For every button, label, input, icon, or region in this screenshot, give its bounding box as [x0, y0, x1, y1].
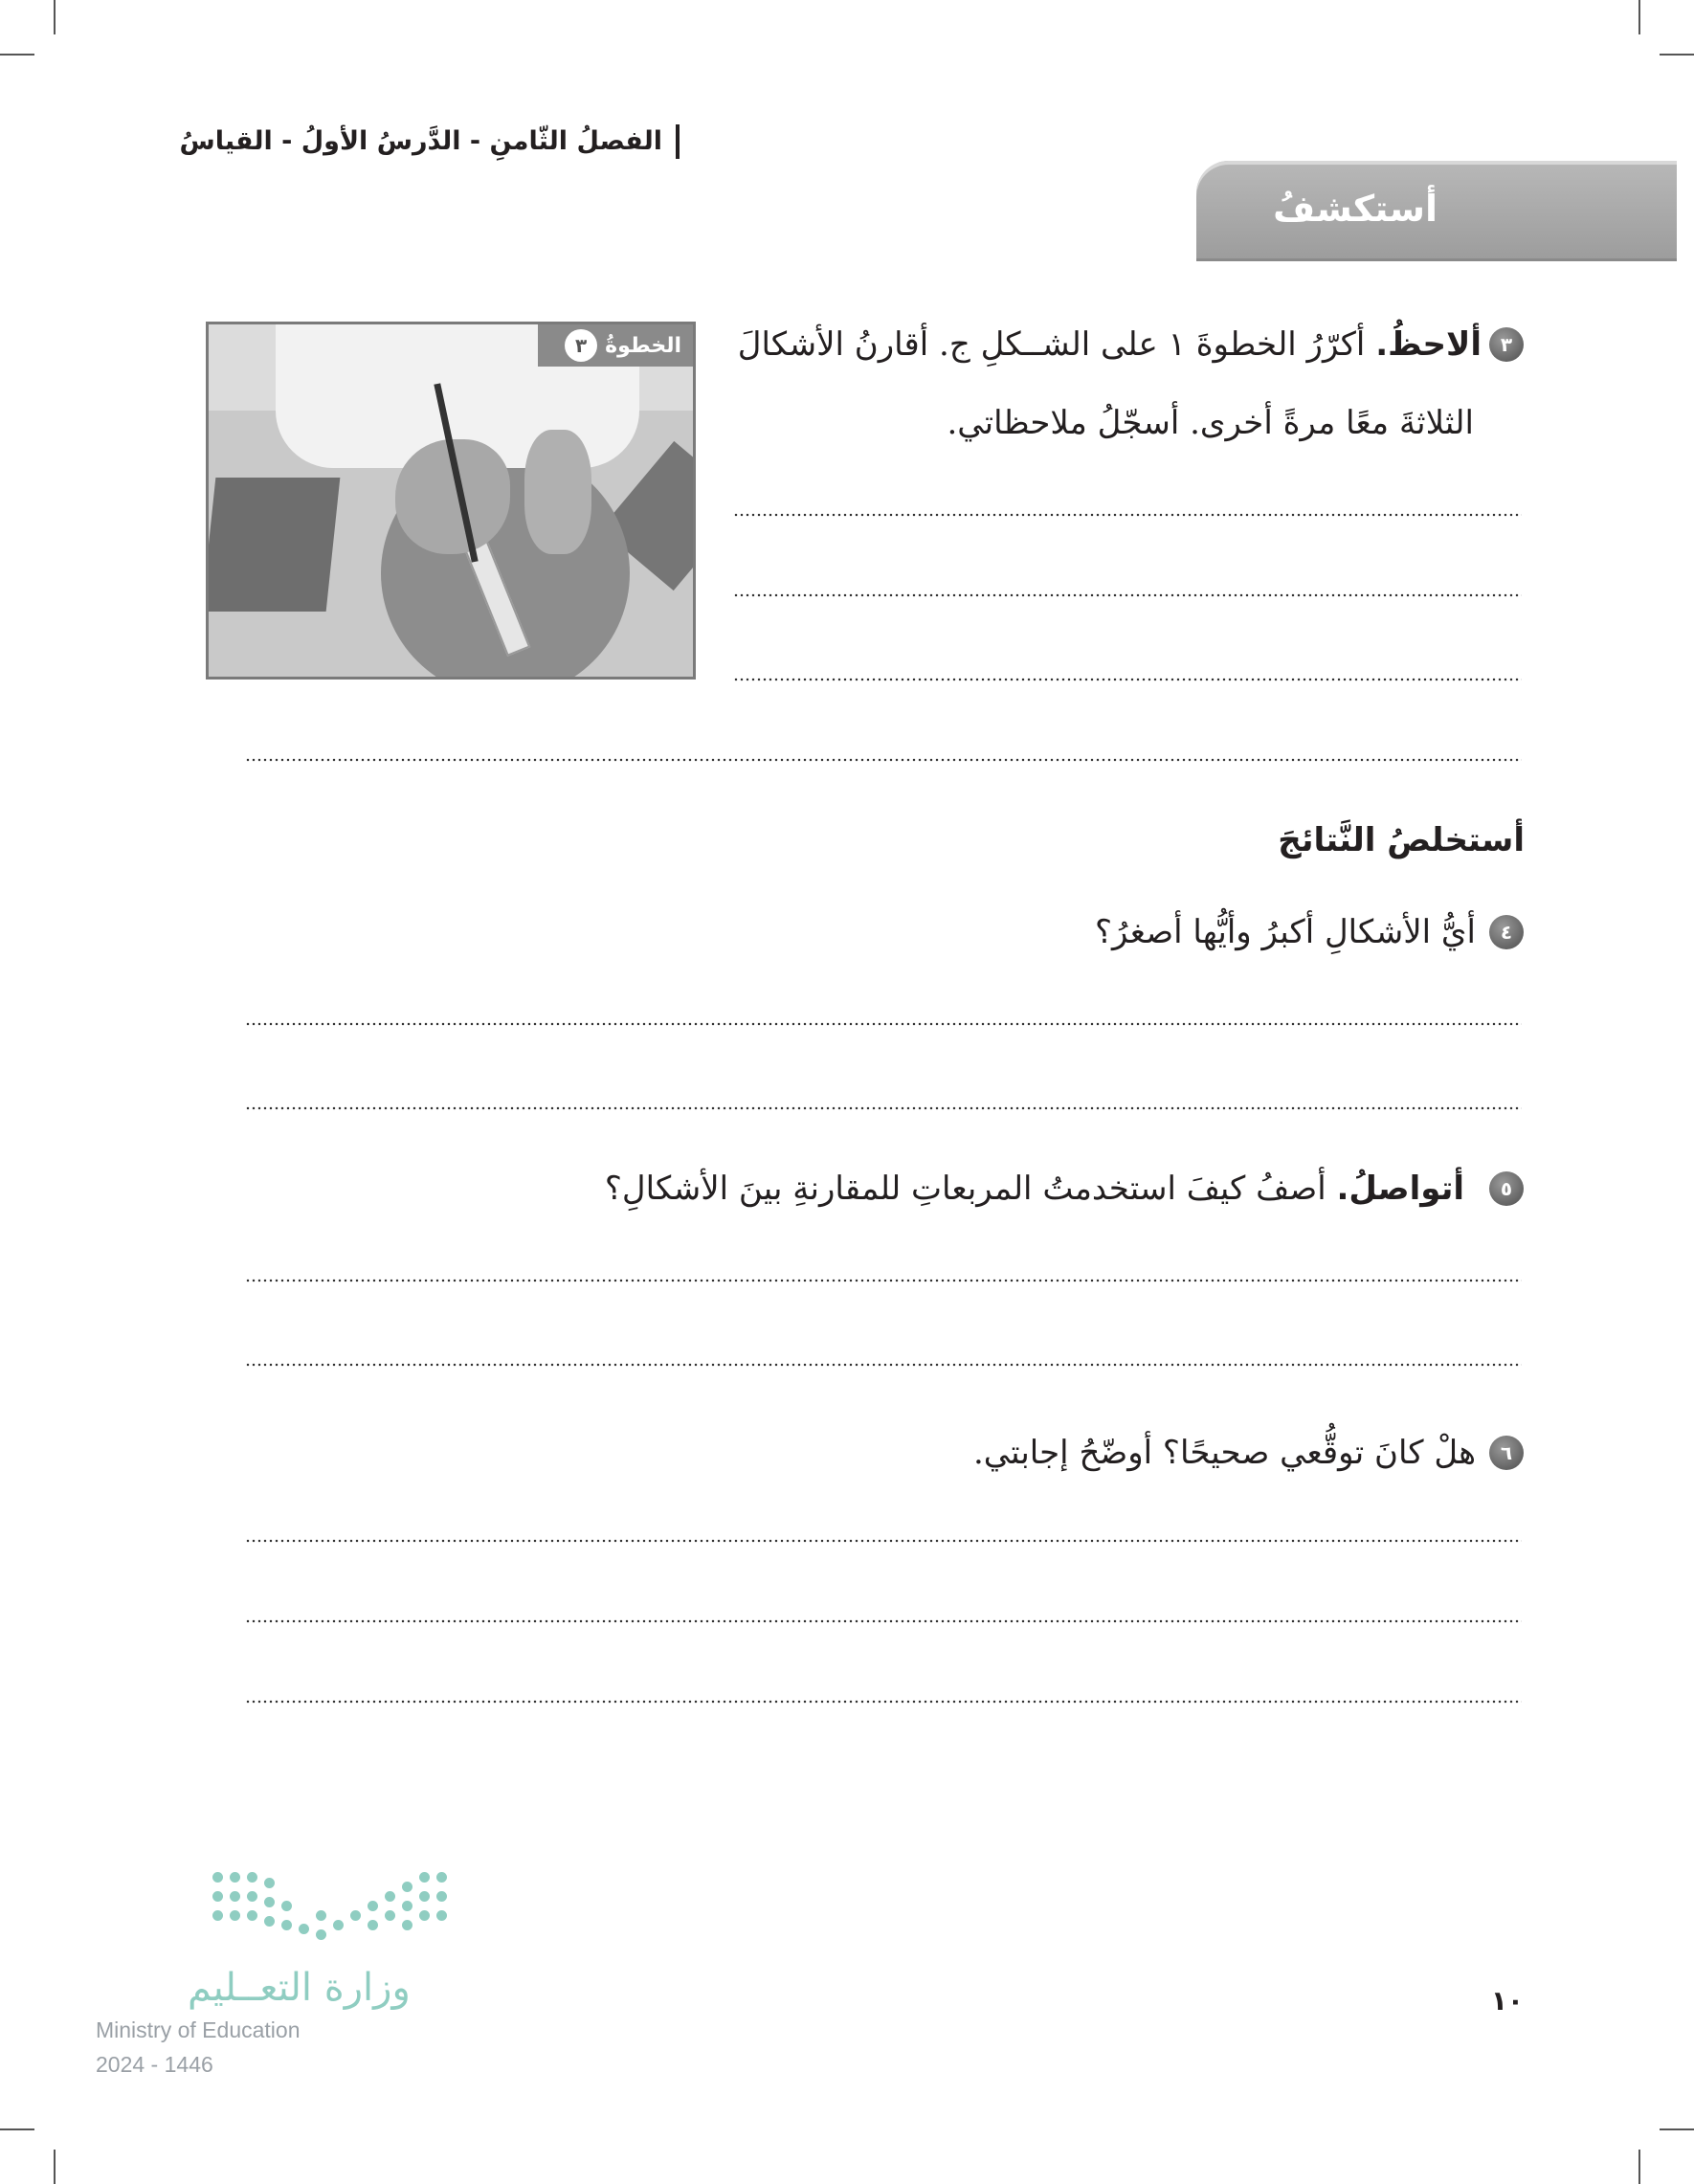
- crop-mark: [1660, 2128, 1694, 2130]
- photo-hand: [524, 430, 591, 554]
- answer-line[interactable]: [245, 1700, 1522, 1704]
- ministry-name-arabic: وزارة التعــليم: [188, 1966, 411, 2010]
- answer-line[interactable]: [245, 1106, 1522, 1110]
- question-number-3: ٣: [1489, 327, 1524, 362]
- question-6-text: هلْ كانَ توقُّعي صحيحًا؟ أوضّحُ إجابتي.: [972, 1434, 1476, 1472]
- question-5-line: [605, 1158, 1464, 1219]
- step-badge-number: ٣: [565, 329, 597, 362]
- page-number: ١٠: [1490, 1985, 1524, 2017]
- crop-mark: [1660, 54, 1694, 56]
- answer-line[interactable]: [733, 513, 1522, 517]
- ministry-logo-dots: [212, 1866, 452, 1943]
- edition-year: 2024 - 1446: [96, 2052, 213, 2077]
- question-number-6: ٦: [1489, 1436, 1524, 1470]
- question-number-5: ٥: [1489, 1171, 1524, 1206]
- crop-mark: [1638, 2150, 1640, 2184]
- crop-mark: [54, 0, 56, 34]
- answer-line[interactable]: [245, 1279, 1522, 1282]
- question-3-line-2: الثلاثةَ معًا مرةً أخرى. أسجّلُ ملاحظاتي.: [947, 404, 1474, 442]
- answer-line[interactable]: [245, 1363, 1522, 1367]
- step-badge-label: الخطوةُ: [605, 333, 681, 358]
- answer-line[interactable]: [245, 758, 1522, 762]
- crop-mark: [0, 54, 34, 56]
- crop-mark: [1638, 0, 1640, 34]
- question-3-line-1: [738, 314, 1482, 375]
- question-4-text: أيُّ الأشكالِ أكبرُ وأيُّها أصغرُ؟: [1095, 913, 1476, 951]
- chapter-breadcrumb: الفصلُ الثّامنِ - الدَّرسُ الأولُ - القياسُ: [179, 124, 680, 159]
- answer-line[interactable]: [733, 593, 1522, 597]
- crop-mark: [54, 2150, 56, 2184]
- explore-tab-label: أستكشفُ: [1273, 188, 1438, 230]
- answer-line[interactable]: [245, 1022, 1522, 1026]
- question-3-keyword: ألاحظُ.: [1375, 325, 1482, 364]
- answer-line[interactable]: [733, 678, 1522, 681]
- question-number-4: ٤: [1489, 915, 1524, 949]
- question-5-keyword: أتواصلُ.: [1336, 1170, 1464, 1208]
- crop-mark: [0, 2128, 34, 2130]
- ministry-logo: [92, 1866, 456, 2086]
- photo-square-shape: [206, 478, 340, 612]
- explore-section-tab: [1196, 161, 1677, 258]
- step-badge: [538, 324, 693, 367]
- question-5-text: أصفُ كيفَ استخدمتُ المربعاتِ للمقارنةِ بينَ الأشكالِ؟: [604, 1170, 1326, 1208]
- step-photo: [206, 322, 696, 680]
- answer-line[interactable]: [245, 1619, 1522, 1623]
- question-3-text: أكرّرُ الخطوةَ ١ على الشــكلِ ج. أقارنُ الأشكالَ: [737, 325, 1366, 364]
- ministry-name-english: Ministry of Education: [96, 2017, 301, 2042]
- conclusions-heading: أستخلصُ النَّتائجَ: [1278, 821, 1525, 859]
- answer-line[interactable]: [245, 1539, 1522, 1543]
